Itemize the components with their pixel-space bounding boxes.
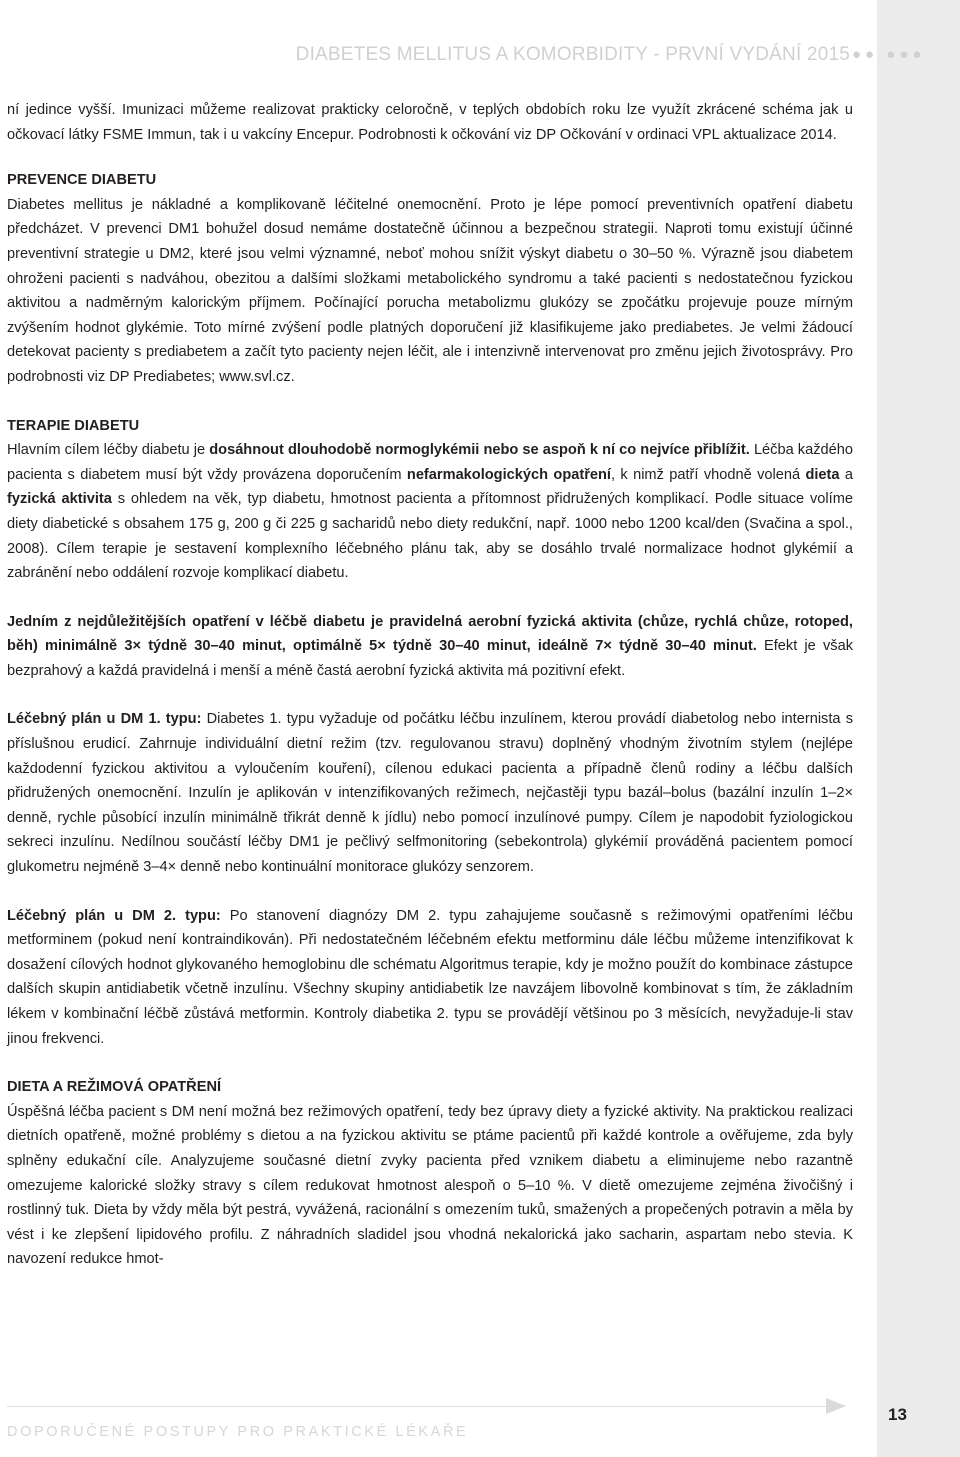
intro-paragraph: ní jedince vyšší. Imunizaci můžeme realizovat prakticky celoročně, v teplých obdobích roku lze využít zkrácené schéma jak u očkovací látky FSME Immun, tak i u vakcíny Encepur. Podrobnosti k očkování viz DP Očkování v ordinaci VPL aktualizace 2014. [7,102,853,143]
heading-prevence: PREVENCE DIABETU [7,172,157,189]
header-dots-decoration: ●● ●●● [852,46,926,63]
terapie-text-2: Léčba každého pacienta s diabetem musí být vždy provázena doporučením [7,442,853,483]
aktivita-bold: Jedním z nejdůležitějších opatření v léčbě diabetu je pravidelná aerobní fyzická aktivita (chůze, rychlá chůze, rotoped, běh) minimálně 3× týdně 30–40 minut, optimálně 5× týdně 30–40 minut, ideálně 7× týdně 30–40 minut. [7,613,853,655]
terapie-text-4: a [839,466,854,483]
running-header-title: DIABETES MELLITUS A KOMORBIDITY - PRVNÍ VYDÁNÍ 2015 [295,44,850,65]
terapie-paragraph [7,438,853,586]
terapie-text-1: Hlavním cílem léčby diabetu je [7,442,210,459]
dm1-text: Diabetes 1. typu vyžaduje od počátku léčbu inzulínem, kterou provádí diabetolog nebo internista s příslušnou erudicí. Zahrnuje individuální dietní režim (tzv. regulovanou stravu) doplněný vhodným životním stylem (nejlépe každodenní fyzickou aktivitou a vyloučením kouření), cílenou edukaci pacienta a případně členů rodiny a léčbu dalších přidružených onemocnění. Inzulín je aplikován v intenzifikovaných režimech, nejčastěji typu bazál–bolus (bazální inzulín 1–2× denně, rychle působící inzulín minimálně třikrát denně k jídlu) nebo pomocí inzulínové pumpy. Cílem je napodobit fyziologickou sekreci inzulínu. Nedílnou součástí léčby DM1 je pečlivý selfmonitoring (sebekontrola) glykémií prováděná pacientem pomocí glukometru nejméně 3–4× denně nebo kontinuální monitorace glukózy senzorem. [7,711,853,876]
heading-terapie: TERAPIE DIABETU [7,417,140,434]
prevence-paragraph: Diabetes mellitus je nákladné a komplikovaně léčitelné onemocnění. Proto je lépe pomocí preventivních opatření diabetu předcházet. V prevenci DM1 bohužel dosud nemáme dostatečně účinnou a bezpečnou strategii. Naproti tomu existují účinné preventivní strategie u DM2, které jsou velmi významné, neboť mohou snížit výskyt diabetu o 30–50 %. Výrazně jsou diabetem ohroženi pacienti s nadváhou, obezitou a dalšími složkami metabolického syndromu a také pacienti s nedostatečnou fyzickou aktivitou a nadměrným kalorickým příjmem. Počínající porucha metabolizmu glukózy se zpočátku projevuje pouze mírným zvýšením hodnot glykémie. Toto mírné zvýšení podle platných doporučení již klasifikujeme jako prediabetes. Je velmi žádoucí detekovat pacienty s prediabetem a začít tyto pacienty nejen léčit, ale i intenzivně intervenovat pro změnu jejich životosprávy. Pro podrobnosti viz DP Prediabetes; www.svl.cz. [7,196,853,385]
dm2-label: Léčebný plán u DM 2. typu: [7,907,221,924]
aktivita-paragraph [7,610,853,684]
aktivita-text: Efekt je však bezprahový a každá pravidelná i menší a méně častá aerobní fyzická aktivita má pozitivní efekt. [7,638,853,679]
terapie-bold-aktivita: fyzická aktivita [7,491,112,508]
dieta-paragraph: Úspěšná léčba pacient s DM není možná bez režimových opatření, tedy bez úpravy diety a fyzické aktivity. Na praktickou realizaci dietních opatřeně, možné problémy s dietou a na fyzickou aktivitu se ptáme pacientů při každé kontrole a ověřujeme, zda byly splněny edukační cíle. Analyzujeme současné dietní zvyky pacienta před vznikem diabetu a eliminujeme nebo razantně omezujeme kalorické složky stravy s cílem redukovat hmotnost alespoň o 5–10 %. V dietě omezujeme zejména živočišný i rostlinný tuk. Dieta by vždy měla být pestrá, vyvážená, racionální s omezením tuků, smažených a propečených potravin a měla by vést i ke zlepšení lipidového profilu. Z náhradních sladidel jsou vhodná nekalorická jako sacharin, aspartam nebo stevia. K navození redukce hmot- [7,1103,853,1268]
terapie-bold-goal: dosáhnout dlouhodobě normoglykémii nebo se aspoň k ní co nejvíce přiblížit. [209,442,750,459]
footer-series-title: DOPORUČENÉ POSTUPY PRO PRAKTICKÉ LÉKAŘE [7,1424,469,1440]
dm2-text: Po stanovení diagnózy DM 2. typu zahajujeme současně s režimovými opatřeními léčbu metforminem (pokud není kontraindikován). Při nedostatečném léčebném efektu metforminu dále léčbu můžeme intenzifikovat k dosažení cílových hodnot glykovaného hemoglobinu dle schématu Algoritmus terapie, kdy je možno použít do kombinace zástupce dalších skupin antidiabetik včetně inzulínu. Všechny skupiny antidiabetik lze navzájem libovolně kombinovat s tím, že základním lékem v kombinační léčbě zůstává metformin. Kontroly diabetika 2. typu se provádějí většinou po 3 měsících, nevyžaduje-li stav jinou frekvenci. [7,907,853,1047]
page-number: 13 [888,1405,907,1424]
terapie-text-5: s ohledem na věk, typ diabetu, hmotnost pacienta a přítomnost přidružených komplikací. Podle situace volíme diety diabetické s obsahem 175 g, 200 g či 225 g sacharidů nebo diety redukční, např. 1000 nebo 1200 kcal/den (Svačina a spol., 2008). Cílem terapie je sestavení komplexního léčebného plánu tak, aby se dosáhlo trvalé normalizace hodnot glykémií a zabránění nebo oddálení rozvoje komplikací diabetu. [7,491,853,582]
terapie-bold-nefarm: nefarmakologických opatření [406,466,611,483]
heading-dieta: DIETA A REŽIMOVÁ OPATŘENÍ [7,1079,222,1096]
dm2-paragraph [7,904,853,1052]
dm1-paragraph [7,707,853,879]
page-side-band [877,0,960,1457]
document-body [7,98,853,1272]
terapie-text-3: , k nimž patří vhodně volená [610,466,806,483]
dm1-label: Léčebný plán u DM 1. typu: [7,711,202,728]
footer-rule [7,1406,845,1407]
footer-arrow-icon [826,1398,846,1414]
terapie-bold-dieta: dieta [805,466,840,483]
